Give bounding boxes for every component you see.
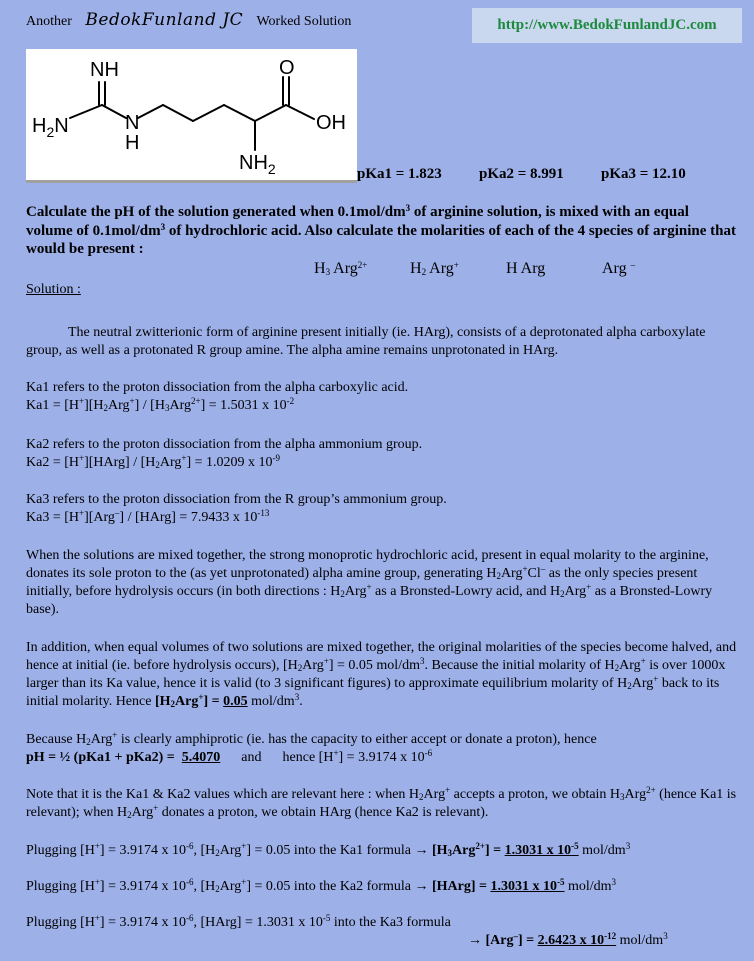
structure-diagram — [26, 49, 357, 177]
atom-nh: NH — [90, 59, 119, 81]
plug-ka2: Plugging [H+] = 3.9174 x $10^{-6}$, $[H_2Arg^+] = 0.05$ into the Ka2 formula → [HArg] = 1.3031 x $10^{-5}$ mol/$dm^3$ — [26, 877, 617, 894]
pka3-value: pKa3 = 12.10 — [601, 166, 686, 182]
paragraph-halving: In addition, when equal volumes of two solutions are mixed together, the original molarities of the species become halved, and hence at initial (ie. before hydrolysis occurs), $[H_2Arg^+] = 0.05$ mol/$dm^3$. Because the initial molarity of $H_2Arg^+$ is over 1000x larger than its Ka value, hence it is valid (to 3 significant figures) to approximate equilibrium molarity of $H_2Arg^+$ back to its initial molarity. Hence $[H_2Arg^+] = 0.05$ mol/$dm^3$. — [26, 640, 737, 709]
plug-ka3-result: → [Arg–] = 2.6423 x $10^{-12}$ mol/$dm^3$ — [468, 931, 668, 948]
paragraph-mixing: When the solutions are mixed together, the strong monoprotic hydrochloric acid, present in equal molarity to the arginine, donates its sole proton to the (as yet unprotonated) alpha amine group, generating $H_2Arg^+Cl^-$ as the only species present initially, before hydrolysis occurs (in both directions : $H_2Arg^+$ as a Bronsted-Lowry acid, and $H_2Arg^+$ as a Bronsted-Lowry base). — [26, 548, 713, 617]
species-harg: H Arg — [506, 260, 546, 277]
paragraph-note: Note that it is the Ka1 & Ka2 values which are relevant here : when $H_2Arg^+$ accepts a proton, we obtain $H_3Arg^{2+}$ (hence Ka1 is relevant); when $H_2Arg^+$ donates a proton, we obtain HArg (hence Ka2 is relevant). — [26, 785, 737, 820]
site-url-link[interactable]: http://www.BedokFunlandJC.com — [472, 8, 742, 43]
header-prefix: Another — [26, 14, 72, 29]
brand-name: BedokFunland JC — [85, 10, 244, 30]
solution-label: Solution : — [26, 282, 81, 297]
atom-nh2: $NH_2$ — [239, 152, 276, 177]
atom-n: N — [125, 112, 140, 134]
pka1-value: pKa1 = 1.823 — [357, 166, 442, 182]
header-suffix: Worked Solution — [256, 14, 352, 29]
ka1-equation: $Ka1 = [H^+][H_2Arg^+] / [H_3Arg^{2+}] = 1.5031$ x $10^{-2}$ — [26, 396, 295, 413]
header-line — [26, 10, 351, 30]
paragraph-amphiprotic: Because $H_2Arg^+$ is clearly amphiprotic (ie. has the capacity to either accept or donate a proton), hence pH = ½ (pKa1 + pKa2) = 5.4070 and hence [H+] = 3.9174 x $10^{-6}$ — [26, 730, 597, 765]
species-h2arg: $H_2$ Arg+ — [410, 260, 459, 277]
species-arg: Arg – — [602, 260, 636, 277]
pka2-value: pKa2 = 8.991 — [479, 166, 564, 182]
arginine-structure — [26, 49, 357, 183]
atom-oh: OH — [316, 112, 346, 134]
ka2-equation: Ka2 = [H+][HArg] / $[H_2Arg^+] = 1.0209$ x $10^{-9}$ — [26, 453, 281, 470]
paragraph-zwitterion: The neutral zwitterionic form of arginine present initially (ie. HArg), consists of a deprotonated alpha carboxylate group, as well as a protonated R group amine. The alpha amine remains unprotonated in HArg. — [26, 325, 706, 358]
ka2-description: Ka2 refers to the proton dissociation from the alpha ammonium group. — [26, 437, 423, 452]
question-text: Calculate the pH of the solution generated when $0.1mol/dm^3$ of arginine solution, is mixed with an equal volume of $0.1mol/dm^3$ of hydrochloric acid. Also calculate the molarities of each of the 4 species of arginine that would be present : — [26, 203, 736, 257]
atom-o: O — [279, 57, 295, 79]
plug-ka1: Plugging [H+] = 3.9174 x $10^{-6}$, $[H_2Arg^+] = 0.05$ into the Ka1 formula → $[H_3Arg^{2+}] = 1.3031$ x $10^{-5}$ mol/$dm^3$ — [26, 841, 631, 858]
ka3-equation: Ka3 = [H+][Arg–] / [HArg] = 7.9433 x $10^{-13}$ — [26, 508, 270, 525]
atom-h2n: $H_2N$ — [32, 115, 69, 140]
plug-ka3: Plugging [H+] = 3.9174 x $10^{-6}$, [HArg] = 1.3031 x $10^{-5}$ into the Ka3 formula — [26, 913, 451, 930]
atom-h: H — [125, 132, 140, 154]
ka3-description: Ka3 refers to the proton dissociation from the R group’s ammonium group. — [26, 492, 447, 507]
ka1-description: Ka1 refers to the proton dissociation from the alpha carboxylic acid. — [26, 380, 409, 395]
species-h3arg: $H_3$ Arg$^{2+}$ — [314, 260, 368, 277]
